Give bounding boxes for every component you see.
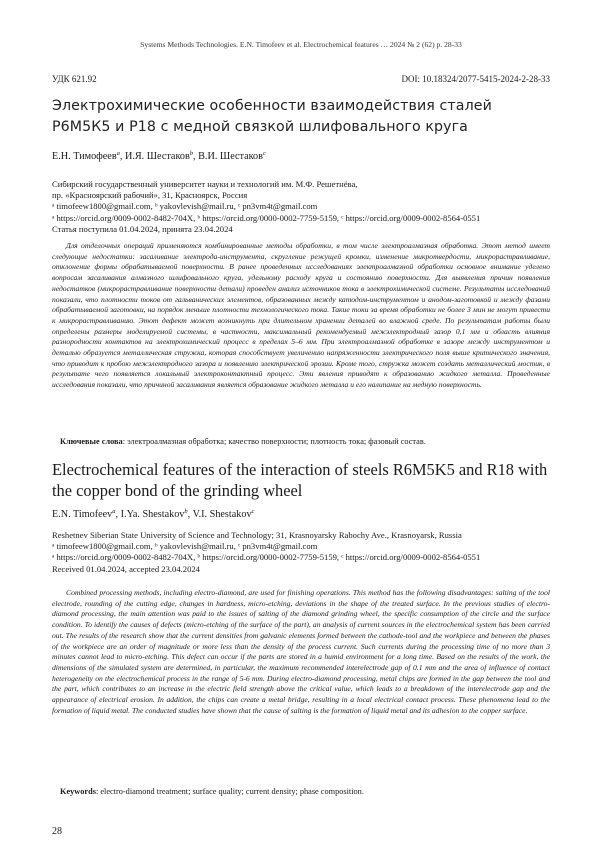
doi-link[interactable]: DOI: 10.18324/2077-5415-2024-2-28-33 — [401, 74, 550, 84]
keywords-text-ru: : электроалмазная обработка; качество поверхности; плотность тока; фазовый состав. — [122, 437, 426, 446]
running-head: Systems Methods Technologies. E.N. Timofeev et al. Electrochemical features … 2024 № 2 (62) p. 28-33 — [140, 40, 462, 49]
keywords-text-en: : electro-diamond treatment; surface quality; current density; phase composition. — [95, 787, 364, 796]
author-1-en: E.N. Timofeev — [52, 509, 113, 520]
author-3-ru-sup: c — [262, 150, 266, 157]
author-1-ru-sup: a — [116, 150, 120, 157]
author-1-ru: Е.Н. Тимофеев — [52, 151, 117, 162]
emails-en[interactable]: ᵃ timofeew1800@gmail.com, ᵇ yakovlevish@mail.ru, ᶜ pn3vm4t@gmail.com — [52, 541, 318, 552]
author-2-en: I.Ya. Shestakov — [120, 509, 185, 520]
keywords-en — [60, 787, 364, 796]
affiliation-line-1-ru: Сибирский государственный университет науки и технологий им. М.Ф. Решетнёва, — [52, 179, 358, 189]
keywords-ru — [60, 437, 426, 446]
received-ru: Статья поступила 01.04.2024, принята 23.04.2024 — [52, 223, 233, 234]
keywords-label-en: Keywords — [60, 787, 96, 796]
affiliation-line-2-ru: пр. «Красноярский рабочий», 31, Красноярск, Россия — [52, 190, 248, 201]
page-number: 28 — [52, 826, 62, 837]
authors-ru: Е.Н. Тимофеев$^a$, И.Я. Шестаков$^b$, В.И. Шестаков$^c$ — [52, 150, 266, 162]
received-en: Received 01.04.2024, accepted 23.04.2024 — [52, 563, 200, 574]
udk-code: УДК 621.92 — [52, 74, 97, 84]
emails-ru[interactable]: ᵃ timofeew1800@gmail.com, ᵇ yakovlevish@mail.ru, ᶜ pn3vm4t@gmail.com — [52, 201, 318, 212]
title-en: Electrochemical features of the interaction of steels R6M5K5 and R18 with the copper bond of the grinding wheel — [52, 460, 548, 500]
keywords-label-ru: Ключевые слова — [60, 437, 123, 446]
orcid-ru[interactable]: ᵃ https://orcid.org/0009-0002-8482-704X, ᵇ https://orcid.org/0000-0002-7759-5159, ᶜ https://orcid.org/0009-0002-8564-0551 — [52, 212, 481, 223]
abstract-ru: Для отделочных операций применяются комбинированные методы обработки, в том числе электроалмазная обработка. Этот метод имеет следующие недостатки: засаливание электрода-инструмента, скругление режущей кромки, изменение микротвердости, микрорастравливание, отклонение формы обрабатываемой поверхности. В ранее проведенных исследованиях электроалмазной обработки основное внимание уделено вопросам засаливания алмазного шлифовального круга, удельному расходу круга и состоянию поверхности. Для выявления причин появления недостатков (микрорастравливание поверхности детали) проведен анализ источников тока в электрохимической системе. Результаты исследований показали, что плотности токов от гальванических элементов, образованных между катодом-инструментом и анодом-заготовкой и между фазами обрабатываемой заготовки, на порядок меньше плотности технологического тока. Такие токи за время обработки не более 3 мин не могут привести к микрорастравливанию. Этот дефект может возникнуть при длительном хранении деталей во влажной среде. По результатам работы были определены размеры моделируемой системы, в частности, максимальный рекомендуемый межэлектродный зазор 0,1 мм и область влияния разнородности контактов на электрохимический процесс в пределах 5–6 мм. При электроалмазной обработке в зазоре между инструментом и деталью образуется металлическая стружка, которая способствует увеличению напряженности электрического поля выше критического значения, что приводит к пробою межэлектродного зазора и появлению электрической эрозии. Кроме того, стружка может создать металлический мостик, в результате чего появляется локальный электроконтактный процесс. Эти явления приводят к образованию жидкого металла. Проведенные исследования показали, что причиной засаливания является образование жидкого металла и его налипание на медную поверхность. — [52, 241, 550, 390]
affiliation-block-en — [52, 530, 550, 575]
author-2-ru: И.Я. Шестаков — [124, 151, 190, 162]
affiliation-line-en: Reshetnev Siberian State University of Science and Technology; 31, Krasnoyarsky Rabochy Ave., Krasnoyarsk, Russia — [52, 530, 462, 540]
author-3-ru: В.И. Шестаков — [198, 151, 263, 162]
meta-row — [52, 74, 550, 84]
author-1-en-sup: a — [112, 508, 116, 515]
affiliation-block-ru — [52, 179, 550, 235]
authors-en: E.N. Timofeev$^a$, I.Ya. Shestakov$^b$, V.I. Shestakov$^c$ — [52, 508, 255, 520]
title-ru: Электрохимические особенности взаимодействия сталей Р6М5К5 и Р18 с медной связкой шлифовального круга — [52, 98, 492, 135]
author-2-en-sup: b — [184, 508, 188, 515]
author-3-en: V.I. Shestakov — [192, 509, 252, 520]
author-3-en-sup: c — [251, 508, 255, 515]
orcid-en[interactable]: ᵃ https://orcid.org/0009-0002-8482-704X, ᵇ https://orcid.org/0000-0002-7759-5159, ᶜ https://orcid.org/0009-0002-8564-0551 — [52, 552, 481, 563]
author-2-ru-sup: b — [189, 150, 194, 157]
abstract-en: Combined processing methods, including electro-diamond, are used for finishing operations. This method has the following disadvantages: salting of the tool electrode, rounding of the cutting edge, changes in hardness, micro-etching, deviations in the shape of the treated surface. In the previous studies of electro-diamond processing, the main attention was paid to the issues of salting of the diamond grinding wheel, the specific consumption of the circle and the surface condition. To identify the causes of defects (micro-etching of the surface of the part), an analysis of current sources in the electrochemical system has been carried out. The results of the research show that the current densities from galvanic elements formed between the cathode-tool and the workpiece and between the phases of the workpiece are an order of magnitude or more less than the density of the process current. Such currents during the processing time of no more than 3 minutes cannot lead to micro-etching. This defect can occur if the parts are stored in a humid environment for a long time. Based on the results of the work, the dimensions of the simulated system are determined, in particular, the maximum recommended interelectrode gap of 0.1 mm and the area of influence of contact heterogeneity on the electrochemical process in the range of 5-6 mm. During electro-diamond processing, metal chips are formed in the gap between the tool and the part, which contributes to an increase in the electric field strength above the critical value, which leads to a breakdown of the interelectrode gap and the appearance of electrical erosion. In addition, the chips can create a metal bridge, resulting in a local electrical contact process. These phenomena lead to the formation of liquid metal. The conducted studies have shown that the cause of salting is the formation of liquid metal and its adhesion to the copper surface. — [52, 588, 550, 715]
